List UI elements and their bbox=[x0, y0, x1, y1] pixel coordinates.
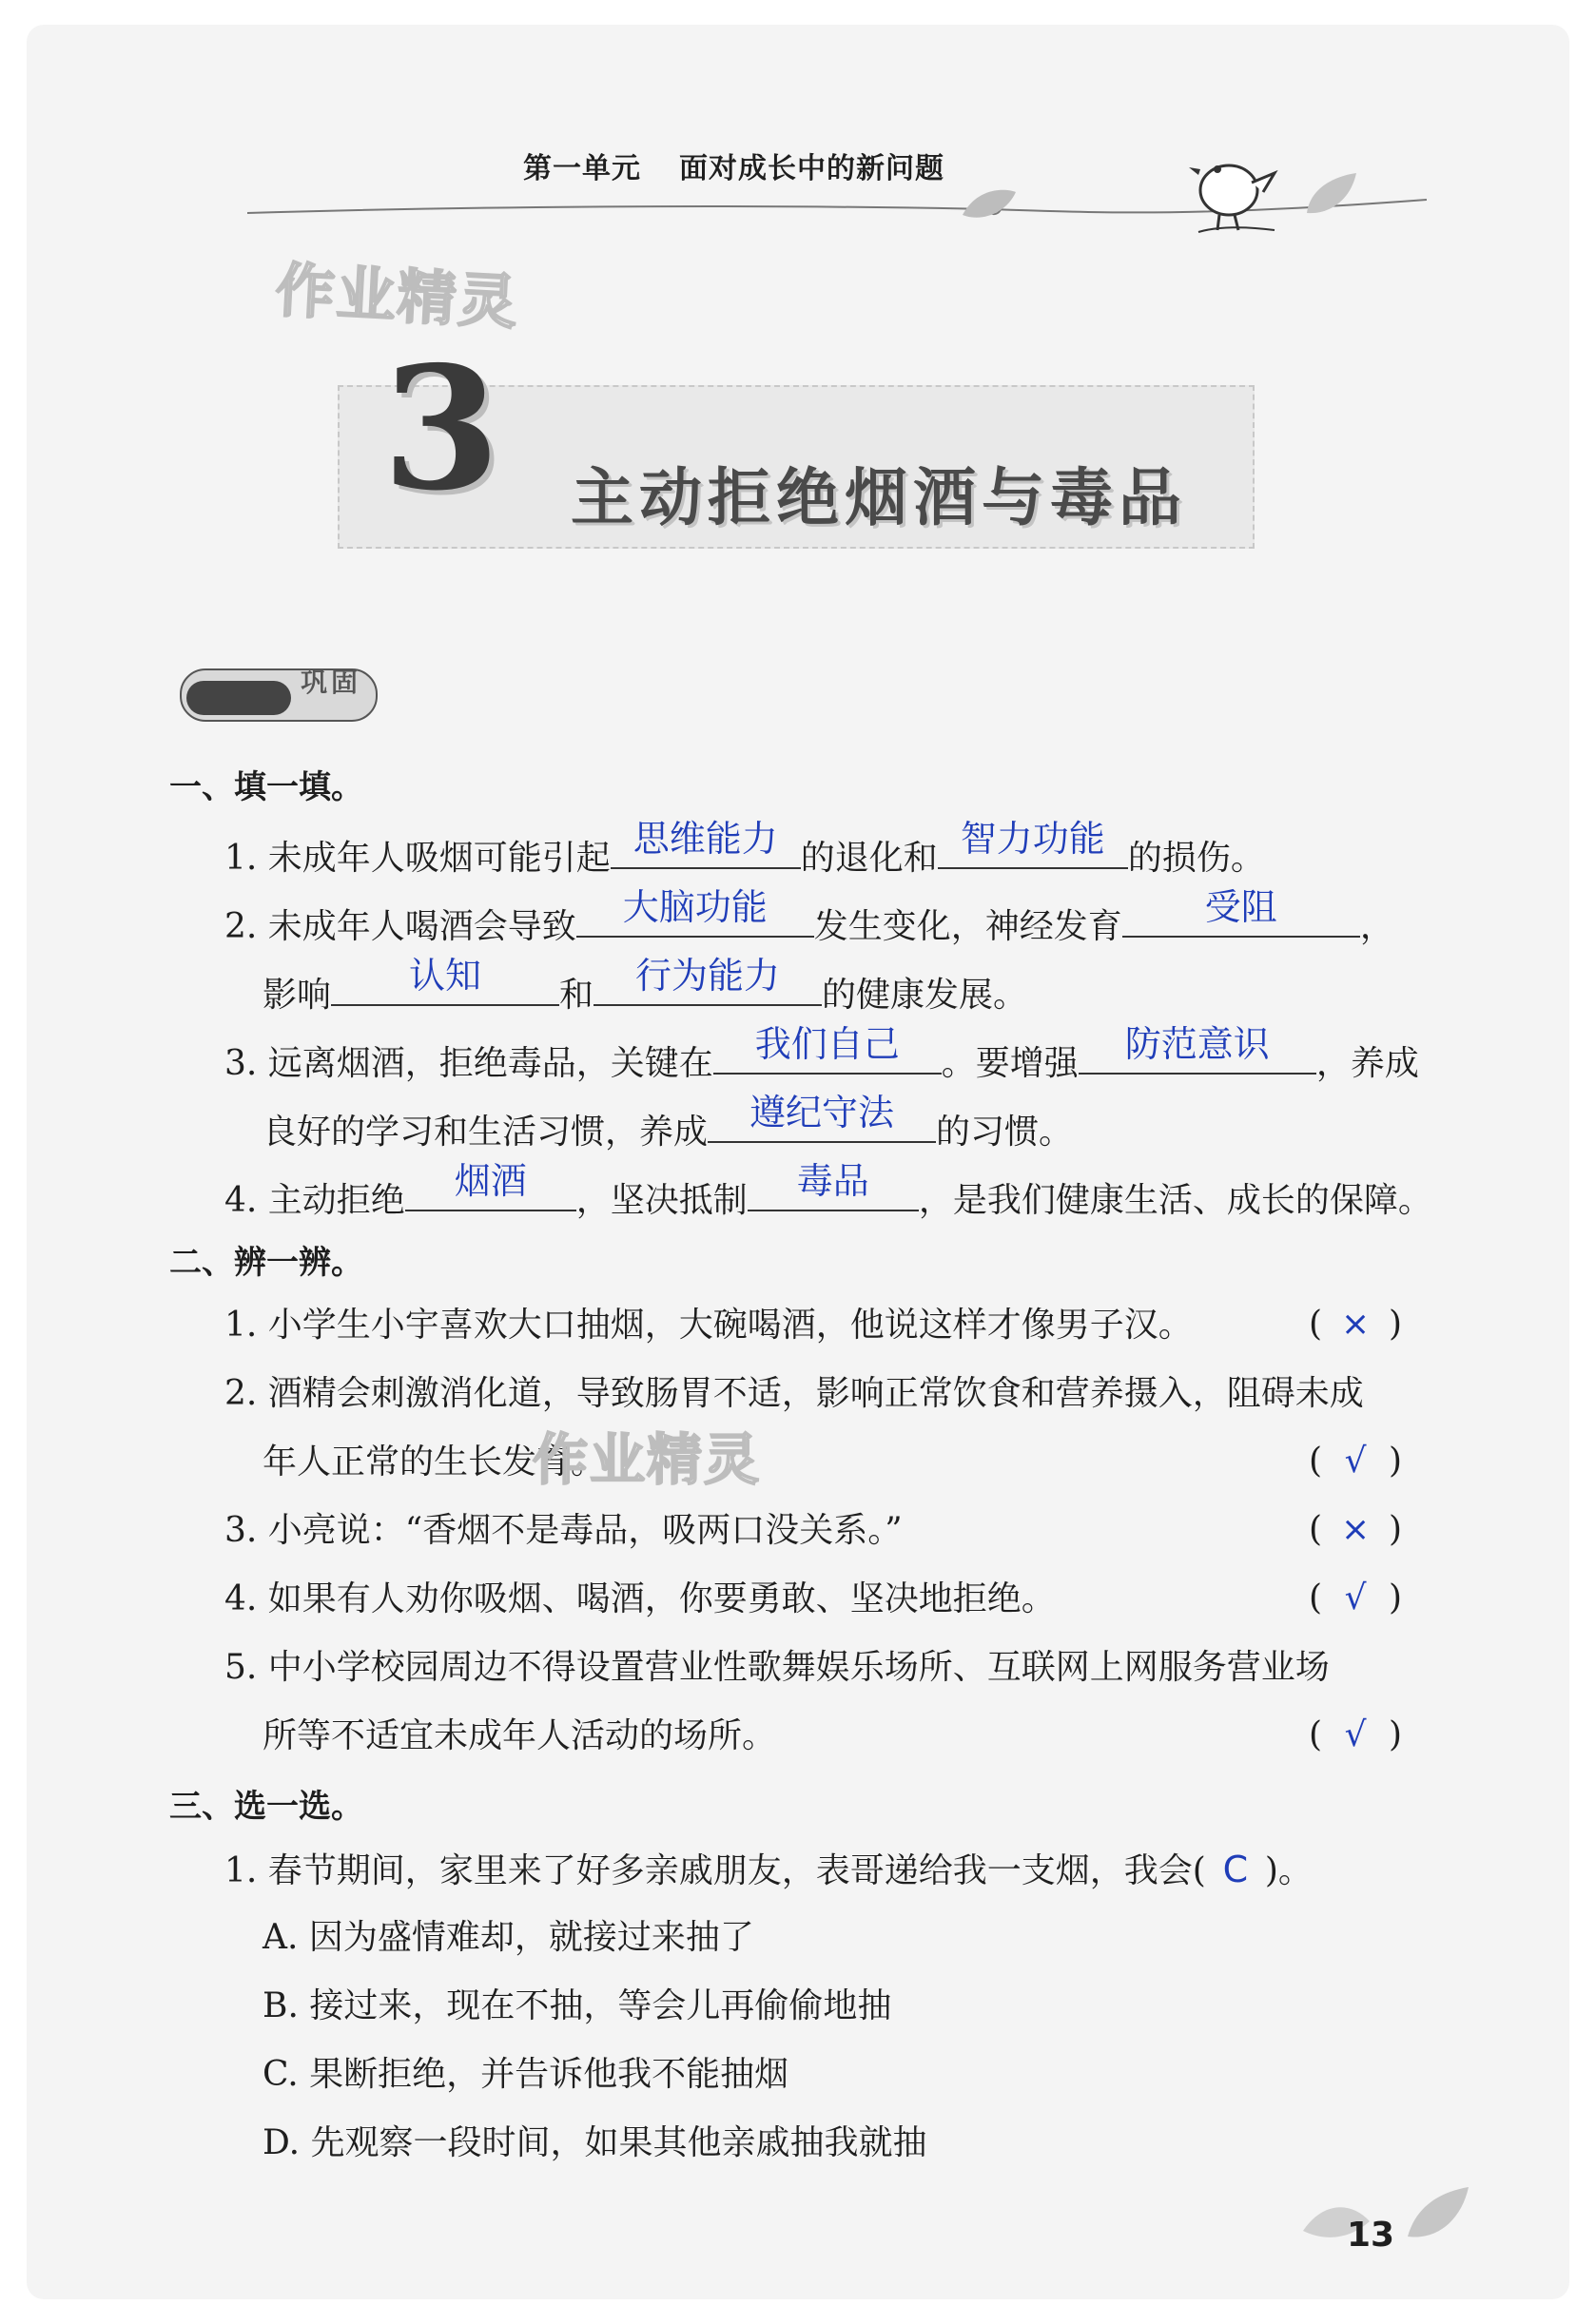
answer-blank: 思维能力 bbox=[611, 829, 801, 869]
answer-blank: 行为能力 bbox=[594, 966, 822, 1006]
lesson-title: 主动拒绝烟酒与毒品 bbox=[571, 461, 1187, 534]
answer-blank: 智力功能 bbox=[938, 829, 1128, 869]
judge-item-2-cont: 年人正常的生长发育。 bbox=[263, 1443, 606, 1482]
fill-question-2: 2. 未成年人喝酒会导致 大脑功能 发生变化，神经发育 受阻 ， bbox=[224, 886, 1394, 946]
fill-question-3: 3. 远离烟酒，拒绝毒品，关键在 我们自己 。要增强 防范意识 ，养成 bbox=[224, 1023, 1419, 1083]
watermark-text: 作业精灵 bbox=[274, 255, 521, 338]
watermark-text: 作业精灵 bbox=[533, 1427, 762, 1492]
judge-item-1: 1. 小学生小宇喜欢大口抽烟，大碗喝酒，他说这样才像男子汉。 bbox=[224, 1306, 1193, 1345]
consolidate-tag-label: 巩固 bbox=[301, 667, 362, 698]
judge-item-2: 2. 酒精会刺激消化道，导致肠胃不适，影响正常饮食和营养摄入，阻碍未成 bbox=[224, 1374, 1364, 1413]
judge-item-5: 5. 中小学校园周边不得设置营业性歌舞娱乐场所、互联网上网服务营业场 bbox=[224, 1648, 1330, 1687]
section-fill-heading: 一、填一填。 bbox=[169, 768, 363, 806]
judge-item-5-cont: 所等不适宜未成年人活动的场所。 bbox=[263, 1716, 777, 1755]
judge-answer-3: ( × ) bbox=[1309, 1510, 1403, 1549]
unit-title: 面对成长中的新问题 bbox=[679, 152, 944, 185]
judge-answer-5: ( √ ) bbox=[1309, 1715, 1403, 1754]
answer-blank: 认知 bbox=[331, 966, 559, 1006]
answer-blank: 我们自己 bbox=[713, 1035, 942, 1075]
judge-answer-1: ( × ) bbox=[1309, 1305, 1403, 1344]
answer-blank: 毒品 bbox=[748, 1172, 919, 1211]
judge-item-4: 4. 如果有人劝你吸烟、喝酒，你要勇敢、坚决地拒绝。 bbox=[224, 1579, 1056, 1618]
unit-header bbox=[523, 145, 944, 186]
leaf-icon bbox=[961, 186, 1018, 224]
answer-blank: 受阻 bbox=[1122, 898, 1360, 938]
fill-question-1: 1. 未成年人吸烟可能引起 思维能力 的退化和 智力功能 的损伤。 bbox=[224, 818, 1265, 878]
choice-option-a: A. 因为盛情难却，就接过来抽了 bbox=[263, 1918, 754, 1957]
leaf-icon bbox=[1303, 171, 1360, 219]
bird-icon bbox=[1179, 141, 1284, 236]
section-judge-heading: 二、辨一辨。 bbox=[169, 1244, 363, 1282]
choice-answer: C bbox=[1222, 1849, 1249, 1890]
section-choose-heading: 三、选一选。 bbox=[169, 1788, 363, 1826]
judge-answer-2: ( √ ) bbox=[1309, 1442, 1403, 1481]
judge-answer-4: ( √ ) bbox=[1309, 1578, 1403, 1617]
answer-blank: 遵纪守法 bbox=[708, 1103, 936, 1143]
fill-question-2-cont: 影响 认知 和 行为能力 的健康发展。 bbox=[263, 955, 1028, 1015]
choice-option-c: C. 果断拒绝，并告诉他我不能抽烟 bbox=[263, 2055, 789, 2094]
unit-label: 第一单元 bbox=[523, 152, 641, 185]
answer-blank: 防范意识 bbox=[1079, 1035, 1316, 1075]
fill-question-3-cont: 良好的学习和生活习惯，养成 遵纪守法 的习惯。 bbox=[263, 1092, 1074, 1152]
lesson-number: 3 bbox=[382, 329, 500, 528]
page-number: 13 bbox=[1347, 2216, 1395, 2255]
answer-blank: 大脑功能 bbox=[576, 898, 814, 938]
choice-option-d: D. 先观察一段时间，如果其他亲戚抽我就抽 bbox=[263, 2123, 927, 2162]
judge-item-3: 3. 小亮说：“香烟不是毒品，吸两口没关系。” bbox=[224, 1511, 903, 1550]
answer-blank: 烟酒 bbox=[405, 1172, 576, 1211]
fill-question-4: 4. 主动拒绝 烟酒 ，坚决抵制 毒品 ，是我们健康生活、成长的保障。 bbox=[224, 1160, 1432, 1220]
choice-question-1: 1. 春节期间，家里来了好多亲戚朋友，表哥递给我一支烟，我会( C )。 bbox=[224, 1849, 1313, 1890]
choice-option-b: B. 接过来，现在不抽，等会儿再偷偷地抽 bbox=[263, 1986, 892, 2025]
